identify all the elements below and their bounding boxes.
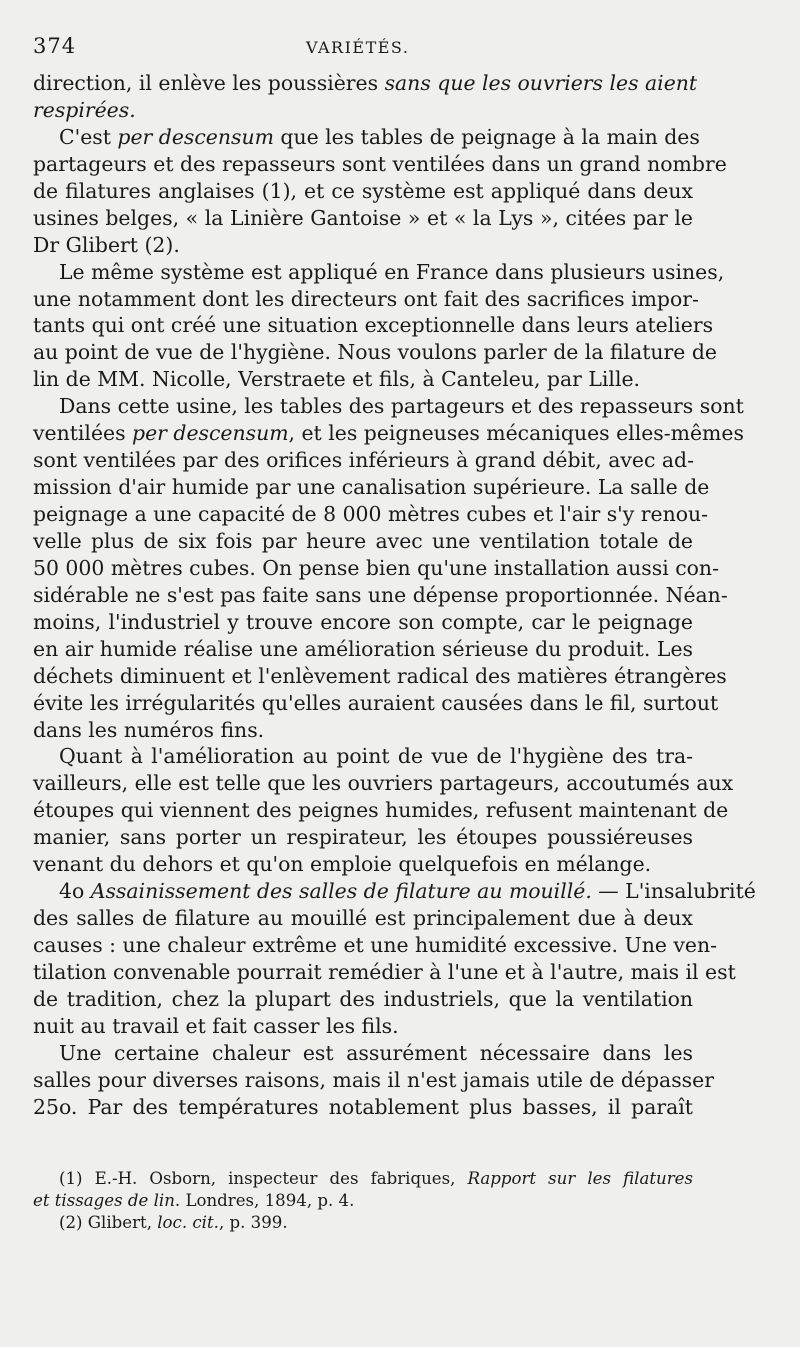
italic-span: et tissages de lin	[33, 1191, 175, 1210]
footnote-2	[33, 1212, 693, 1234]
text-line: sont ventilées par des orifices inférieurs à grand débit, avec ad-	[33, 448, 694, 473]
text-line: au point de vue de l'hygiène. Nous voulons parler de la filature de	[33, 340, 717, 365]
text-line: mission d'air humide par une canalisation supérieure. La salle de	[33, 475, 710, 500]
text-line: peignage a une capacité de 8 000 mètres cubes et l'air s'y renou-	[33, 502, 709, 526]
text-line: sidérable ne s'est pas faite sans une dépense proportionnée. Néan-	[33, 582, 728, 607]
text-line: 50 000 mètres cubes. On pense bien qu'une installation aussi con-	[33, 555, 719, 580]
text-line: nuit au travail et fait casser les fils.	[33, 1013, 399, 1038]
text-span: ventilées	[33, 421, 133, 446]
text-line: venant du dehors et qu'on emploie quelquefois en mélange.	[33, 852, 652, 877]
footnote-1	[33, 1168, 693, 1190]
text-span: , et les peigneuses mécaniques elles-mêmes	[288, 421, 744, 446]
footnotes	[33, 1168, 693, 1234]
paragraph-first-line: Une certaine chaleur est assurément nécessaire dans les	[59, 1040, 693, 1065]
paragraph-first-line: Dans cette usine, les tables des partageurs et des repasseurs sont	[59, 394, 744, 419]
paragraph-first-line	[33, 124, 700, 151]
text-line: tants qui ont créé une situation exceptionnelle dans leurs ateliers	[33, 313, 714, 338]
text-line: en air humide réalise une amélioration sérieuse du produit. Les	[33, 636, 693, 661]
italic-span: per descensum	[117, 124, 274, 149]
text-line: une notamment dont les directeurs ont fait des sacrifices impor-	[33, 286, 699, 311]
section-number: 4o	[59, 879, 91, 904]
italic-span: Rapport sur les filatures	[467, 1169, 693, 1188]
text-line: tilation convenable pourrait remédier à l'une et à l'autre, mais il est	[33, 959, 736, 984]
text-line: des salles de filature au mouillé est principalement due à deux	[33, 906, 693, 931]
text-line: salles pour diverses raisons, mais il n'est jamais utile de dépasser	[33, 1067, 714, 1092]
text-line: velle plus de six fois par heure avec une ventilation totale de	[33, 528, 693, 553]
text-line: manier, sans porter un respirateur, les étoupes poussiéreuses	[33, 825, 693, 850]
body-text	[33, 70, 756, 1121]
text-span: (1) E.-H. Osborn, inspecteur des fabriques,	[59, 1169, 468, 1188]
text-span: que les tables de peignage à la main des	[273, 124, 700, 149]
text-span: (2) Glibert,	[59, 1213, 158, 1232]
page-number: 374	[33, 34, 77, 58]
text-line: moins, l'industriel y trouve encore son compte, car le peignage	[33, 609, 693, 634]
text-line: partageurs et des repasseurs sont ventilées dans un grand nombre	[33, 151, 727, 176]
text-line: étoupes qui viennent des peignes humides, refusent maintenant de	[33, 798, 729, 823]
text-line: de tradition, chez la plupart des industriels, que la ventilation	[33, 986, 693, 1011]
running-title: VARIÉTÉS.	[306, 38, 410, 57]
paragraph-first-line: Le même système est appliqué en France dans plusieurs usines,	[59, 259, 725, 284]
text-span: direction, il enlève les poussières	[33, 71, 385, 95]
text-line: Dr Glibert (2).	[33, 232, 180, 257]
section-heading-line	[33, 878, 756, 905]
text-line: déchets diminuent et l'enlèvement radical des matières étrangères	[33, 663, 727, 688]
text-line: évite les irrégularités qu'elles auraient causées dans le fil, surtout	[33, 690, 719, 715]
text-line: dans les numéros fins.	[33, 717, 265, 742]
text-span: , p. 399.	[218, 1213, 288, 1232]
text-line: usines belges, « la Linière Gantoise » et « la Lys », citées par le	[33, 205, 693, 230]
section-title: Assainissement des salles de filature au mouillé.	[90, 879, 592, 904]
text-line	[33, 97, 693, 124]
italic-span: respirées.	[33, 97, 136, 122]
text-line: causes : une chaleur extrême et une humidité excessive. Une ven-	[33, 933, 717, 957]
italic-span: loc. cit.	[157, 1213, 219, 1232]
footnote-1-cont	[33, 1190, 693, 1212]
page-header	[33, 30, 693, 64]
text-line	[33, 70, 698, 97]
text-line: vailleurs, elle est telle que les ouvriers partageurs, accoutumés aux	[33, 771, 734, 796]
italic-span: sans que les ouvriers les aient	[384, 71, 698, 95]
paragraph-first-line: Quant à l'amélioration au point de vue de l'hygiène des tra-	[59, 744, 693, 769]
text-span: . Londres, 1894, p. 4.	[174, 1191, 355, 1210]
text-line: lin de MM. Nicolle, Verstraete et fils, à Canteleu, par Lille.	[33, 367, 641, 392]
text-span: — L'insalubrité	[591, 879, 756, 904]
text-line: de filatures anglaises (1), et ce système est appliqué dans deux	[33, 178, 693, 203]
italic-span: per descensum	[132, 421, 289, 446]
text-line: 25o. Par des températures notablement plus basses, il paraît	[33, 1094, 693, 1119]
text-line	[33, 420, 744, 447]
text-span: C'est	[59, 124, 118, 149]
